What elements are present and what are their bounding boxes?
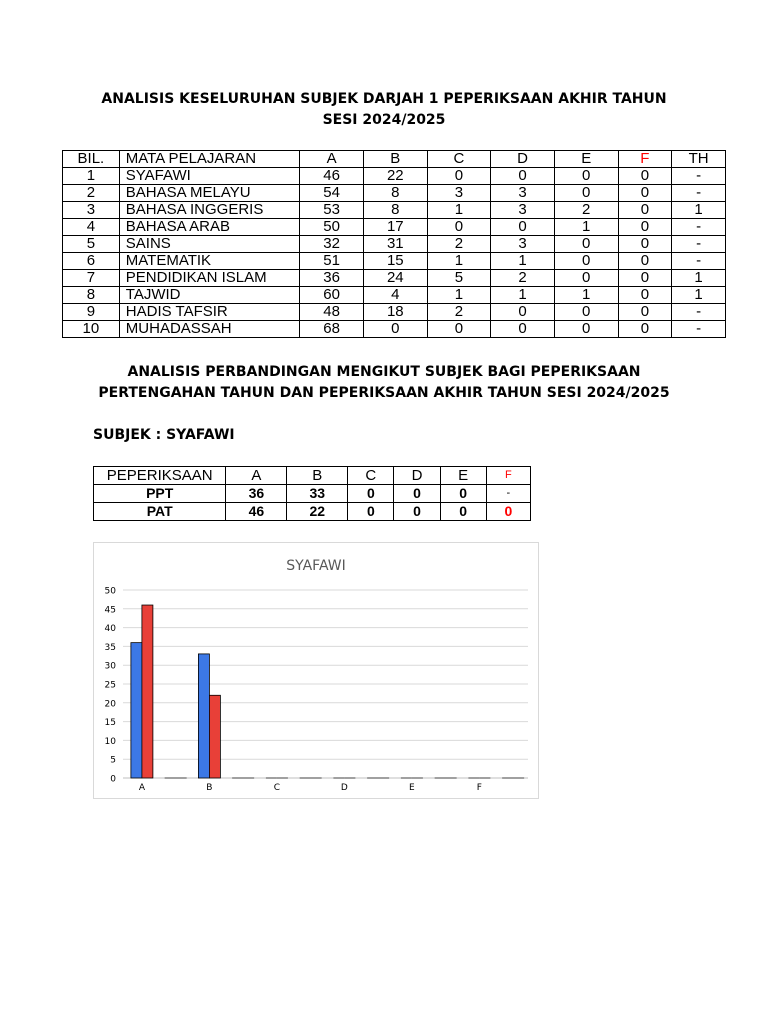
table-row [63, 270, 726, 287]
table-cell: 0 [491, 304, 555, 321]
table-row [63, 219, 726, 236]
subject-cell: BAHASA INGGERIS [119, 202, 300, 219]
table-cell: 0 [618, 287, 672, 304]
table-cell: 8 [363, 202, 427, 219]
y-tick-label: 40 [104, 624, 116, 635]
overall-results-table [62, 150, 726, 338]
table-row [63, 236, 726, 253]
table-cell: 36 [226, 485, 287, 503]
table-cell: 3 [491, 185, 555, 202]
table-row [63, 321, 726, 338]
table-cell: 0 [440, 503, 486, 521]
table-row [63, 253, 726, 270]
y-tick-label: 30 [104, 661, 116, 672]
table-cell: 68 [300, 321, 364, 338]
subject-cell: HADIS TAFSIR [119, 304, 300, 321]
table-cell: - [672, 253, 726, 270]
table-cell: 2 [63, 185, 120, 202]
table-cell: 0 [554, 168, 618, 185]
table-cell: 0 [427, 219, 491, 236]
table-cell: 1 [554, 219, 618, 236]
bar [142, 605, 153, 778]
chart-title: SYAFAWI [286, 558, 346, 574]
x-tick-label: E [409, 783, 415, 793]
table-cell: 7 [63, 270, 120, 287]
table-cell: - [486, 485, 530, 503]
table-cell: 1 [427, 253, 491, 270]
bar [131, 643, 142, 778]
comparison-row [94, 485, 531, 503]
report-title-line-1: ANALISIS KESELURUHAN SUBJEK DARJAH 1 PEPERIKSAAN AKHIR TAHUN [101, 91, 667, 107]
y-tick-label: 5 [110, 755, 116, 766]
table-cell: 0 [618, 219, 672, 236]
y-tick-label: 10 [104, 736, 116, 747]
comparison-title [0, 362, 768, 404]
subject-cell: TAJWID [119, 287, 300, 304]
col-header-f: F [618, 151, 672, 168]
table-cell: 31 [363, 236, 427, 253]
chart-svg [94, 543, 538, 798]
table-row [63, 304, 726, 321]
table-cell: 36 [300, 270, 364, 287]
col-header-bil: BIL. [63, 151, 120, 168]
table-cell: 0 [491, 168, 555, 185]
col-header-a: A [300, 151, 364, 168]
table-cell: 1 [491, 253, 555, 270]
table-cell: 18 [363, 304, 427, 321]
table-cell: - [672, 236, 726, 253]
report-title-line-2: SESI 2024/2025 [322, 112, 446, 128]
table-cell: 1 [672, 287, 726, 304]
y-tick-label: 20 [104, 699, 116, 710]
table-cell: 0 [427, 168, 491, 185]
bar [198, 654, 209, 778]
table-cell: 10 [63, 321, 120, 338]
table-cell: 1 [491, 287, 555, 304]
table-cell: 46 [226, 503, 287, 521]
table-cell: 9 [63, 304, 120, 321]
table-cell: 0 [618, 168, 672, 185]
col-header-e: E [554, 151, 618, 168]
table-cell: - [672, 185, 726, 202]
comparison-row [94, 503, 531, 521]
table-cell: 22 [363, 168, 427, 185]
col-header-e: E [440, 467, 486, 485]
subject-cell: SAINS [119, 236, 300, 253]
table-cell: 0 [491, 219, 555, 236]
table-header-row [63, 151, 726, 168]
table-cell: 53 [300, 202, 364, 219]
table-cell: 0 [618, 270, 672, 287]
x-tick-label: A [138, 783, 145, 793]
table-cell: 3 [491, 236, 555, 253]
table-cell: 0 [394, 485, 440, 503]
y-tick-label: 35 [104, 642, 116, 653]
table-cell: 0 [440, 485, 486, 503]
table-cell: 0 [554, 270, 618, 287]
table-cell: 4 [63, 219, 120, 236]
table-cell: 3 [491, 202, 555, 219]
table-cell: 2 [427, 236, 491, 253]
table-cell: 0 [486, 503, 530, 521]
table-cell: 0 [491, 321, 555, 338]
col-header-f: F [486, 467, 530, 485]
table-cell: 0 [554, 185, 618, 202]
table-cell: 4 [363, 287, 427, 304]
subject-label: SUBJEK : SYAFAWI [93, 427, 235, 443]
table-cell: 0 [618, 236, 672, 253]
y-tick-label: 45 [104, 605, 116, 616]
table-cell: 0 [554, 253, 618, 270]
table-cell: 8 [363, 185, 427, 202]
table-cell: 1 [427, 287, 491, 304]
table-cell: 2 [491, 270, 555, 287]
syafawi-bar-chart [93, 542, 539, 799]
table-cell: 51 [300, 253, 364, 270]
table-cell: 46 [300, 168, 364, 185]
table-cell: - [672, 219, 726, 236]
col-header-b: B [363, 151, 427, 168]
table-cell: 8 [63, 287, 120, 304]
subject-cell: BAHASA MELAYU [119, 185, 300, 202]
subject-cell: MUHADASSAH [119, 321, 300, 338]
table-cell: 2 [554, 202, 618, 219]
table-cell: 0 [348, 485, 394, 503]
col-header-subject: MATA PELAJARAN [119, 151, 300, 168]
table-cell: 3 [63, 202, 120, 219]
table-cell: 15 [363, 253, 427, 270]
exam-name-cell: PAT [94, 503, 226, 521]
table-cell: 0 [554, 236, 618, 253]
report-title [0, 89, 768, 131]
table-cell: 0 [427, 321, 491, 338]
table-cell: 1 [554, 287, 618, 304]
table-cell: - [672, 168, 726, 185]
table-cell: 32 [300, 236, 364, 253]
table-cell: 6 [63, 253, 120, 270]
table-cell: 0 [554, 304, 618, 321]
col-header-d: D [491, 151, 555, 168]
table-cell: 50 [300, 219, 364, 236]
y-tick-label: 15 [104, 718, 116, 729]
table-cell: 33 [287, 485, 348, 503]
table-cell: 1 [63, 168, 120, 185]
exam-name-cell: PPT [94, 485, 226, 503]
y-tick-label: 25 [104, 680, 116, 691]
table-cell: 1 [672, 270, 726, 287]
subject-cell: SYAFAWI [119, 168, 300, 185]
table-cell: 0 [618, 321, 672, 338]
table-row [63, 287, 726, 304]
col-header-d: D [394, 467, 440, 485]
table-cell: 5 [63, 236, 120, 253]
table-cell: 24 [363, 270, 427, 287]
table-cell: - [672, 304, 726, 321]
table-cell: 1 [427, 202, 491, 219]
table-row [63, 202, 726, 219]
bar [209, 695, 220, 778]
x-tick-label: F [476, 783, 482, 793]
table-row [63, 168, 726, 185]
table-cell: 0 [394, 503, 440, 521]
subject-cell: MATEMATIK [119, 253, 300, 270]
y-tick-label: 0 [110, 774, 116, 785]
table-cell: 0 [348, 503, 394, 521]
col-header-a: A [226, 467, 287, 485]
table-cell: 0 [363, 321, 427, 338]
table-cell: 3 [427, 185, 491, 202]
comparison-table [93, 466, 531, 521]
table-cell: 2 [427, 304, 491, 321]
subject-cell: BAHASA ARAB [119, 219, 300, 236]
table-cell: - [672, 321, 726, 338]
col-header-th: TH [672, 151, 726, 168]
table-cell: 1 [672, 202, 726, 219]
table-cell: 48 [300, 304, 364, 321]
x-tick-label: C [273, 783, 281, 793]
col-header-exam: PEPERIKSAAN [94, 467, 226, 485]
table-cell: 0 [618, 253, 672, 270]
y-tick-label: 50 [104, 586, 116, 597]
table-cell: 0 [618, 202, 672, 219]
table-cell: 22 [287, 503, 348, 521]
comparison-header-row [94, 467, 531, 485]
comparison-title-line-2: PERTENGAHAN TAHUN DAN PEPERIKSAAN AKHIR TAHUN SESI 2024/2025 [98, 385, 670, 401]
table-cell: 0 [554, 321, 618, 338]
table-cell: 17 [363, 219, 427, 236]
table-cell: 0 [618, 304, 672, 321]
subject-cell: PENDIDIKAN ISLAM [119, 270, 300, 287]
comparison-title-line-1: ANALISIS PERBANDINGAN MENGIKUT SUBJEK BAGI PEPERIKSAAN [127, 364, 641, 380]
table-row [63, 185, 726, 202]
table-cell: 0 [618, 185, 672, 202]
col-header-b: B [287, 467, 348, 485]
table-cell: 5 [427, 270, 491, 287]
x-tick-label: B [206, 783, 213, 793]
table-cell: 54 [300, 185, 364, 202]
table-cell: 60 [300, 287, 364, 304]
x-tick-label: D [340, 783, 348, 793]
col-header-c: C [348, 467, 394, 485]
col-header-c: C [427, 151, 491, 168]
